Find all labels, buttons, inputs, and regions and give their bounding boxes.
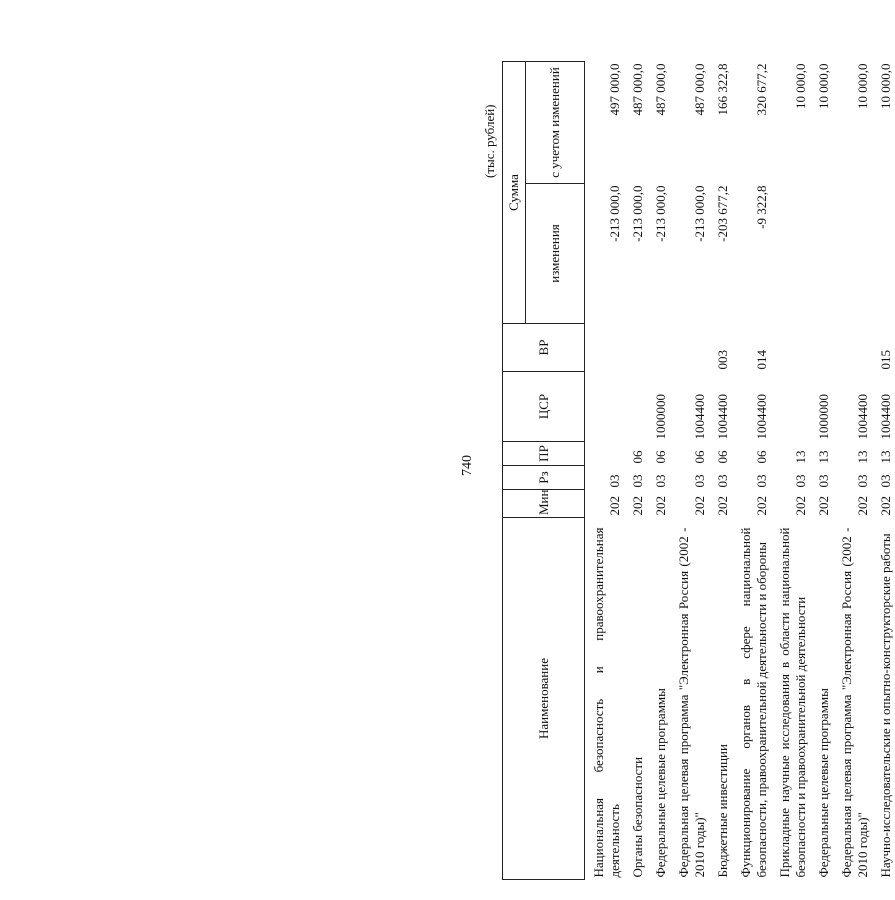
table-row: [872, 62, 895, 880]
row-min: 202: [855, 496, 870, 516]
row-vr: [647, 324, 670, 372]
row-name: Федеральная целевая программа "Электронная Россия (2002 - 2010 годы)": [676, 527, 707, 878]
row-change: -213 000,0: [630, 185, 645, 242]
row-name: Федеральные целевые программы: [816, 688, 831, 878]
row-total: 320 677,2: [754, 63, 769, 116]
row-change: -213 000,0: [607, 185, 622, 242]
row-rz: 03: [793, 474, 808, 488]
row-vr: 014: [754, 350, 769, 370]
row-csr: 1000000: [816, 394, 831, 440]
row-pr: 06: [692, 450, 707, 464]
row-name: Функционирование органов в сфере национальной безопасности, правоохранительной деятельности и обороны: [738, 527, 769, 878]
row-total: 487 000,0: [630, 63, 645, 116]
table-row: [670, 62, 709, 880]
row-change: [833, 184, 872, 324]
row-csr: 1004400: [754, 394, 769, 440]
row-name: Прикладные научные исследования в области национальной безопасности и правоохранительной деятельности: [777, 527, 808, 878]
row-rz: 03: [715, 474, 730, 488]
table-row: [732, 62, 771, 880]
row-min: 202: [816, 496, 831, 516]
row-total: 10 000,0: [816, 63, 831, 109]
row-min: 202: [878, 496, 893, 516]
header-with-changes: с учетом изменений: [526, 62, 585, 184]
header-rz: Рз: [503, 466, 585, 490]
header-sum: Сумма: [503, 62, 526, 324]
row-pr: 13: [855, 450, 870, 464]
row-pr: 13: [793, 450, 808, 464]
units-label: (тыс. рублей): [482, 104, 497, 178]
row-pr: 13: [816, 450, 831, 464]
row-change: [872, 184, 895, 324]
table-row: [624, 62, 647, 880]
row-csr: [585, 372, 625, 442]
table-row: [810, 62, 833, 880]
row-change: -213 000,0: [692, 185, 707, 242]
row-min: 202: [607, 496, 622, 516]
row-vr: [585, 324, 625, 372]
row-pr: 13: [878, 450, 893, 464]
row-csr: 1004400: [878, 394, 893, 440]
row-total: 487 000,0: [653, 63, 668, 116]
row-csr: [771, 372, 810, 442]
row-change: [771, 184, 810, 324]
row-name: Федеральные целевые программы: [653, 688, 668, 878]
row-rz: 03: [855, 474, 870, 488]
row-rz: 03: [692, 474, 707, 488]
row-change: [810, 184, 833, 324]
header-name: Наименование: [503, 518, 585, 880]
row-name: Органы безопасности: [630, 756, 645, 878]
table-row: [833, 62, 872, 880]
row-rz: 03: [754, 474, 769, 488]
header-vr: ВР: [503, 324, 585, 372]
row-name: Бюджетные инвестиции: [715, 744, 730, 878]
table-row: [709, 62, 732, 880]
row-min: 202: [630, 496, 645, 516]
header-csr: ЦСР: [503, 372, 585, 442]
row-vr: [624, 324, 647, 372]
row-change: -203 677,2: [715, 185, 730, 242]
header-pr: ПР: [503, 442, 585, 466]
row-total: 166 322,8: [715, 63, 730, 116]
row-min: 202: [754, 496, 769, 516]
table-body: [585, 62, 895, 880]
row-csr: 1004400: [692, 394, 707, 440]
row-rz: 03: [630, 474, 645, 488]
row-name: Национальная безопасность и правоохранительная деятельность: [591, 527, 622, 878]
row-change: -9 322,8: [754, 185, 769, 229]
header-min: Мин: [503, 490, 585, 518]
row-csr: 1004400: [855, 394, 870, 440]
row-rz: 03: [607, 474, 622, 488]
row-vr: 015: [878, 350, 893, 370]
row-min: 202: [653, 496, 668, 516]
row-total: 10 000,0: [878, 63, 893, 109]
row-total: 10 000,0: [793, 63, 808, 109]
row-min: 202: [793, 496, 808, 516]
table-row: [585, 62, 625, 880]
row-rz: 03: [816, 474, 831, 488]
row-vr: [810, 324, 833, 372]
row-csr: 1000000: [653, 394, 668, 440]
table-header: [503, 62, 585, 880]
row-vr: [670, 324, 709, 372]
page-number: 740: [460, 455, 475, 476]
header-change: изменения: [526, 184, 585, 324]
table-row: [647, 62, 670, 880]
row-csr: 1004400: [715, 394, 730, 440]
row-pr: [585, 442, 625, 466]
row-rz: 03: [653, 474, 668, 488]
row-total: 10 000,0: [855, 63, 870, 109]
row-total: 487 000,0: [692, 63, 707, 116]
row-change: -213 000,0: [653, 185, 668, 242]
row-vr: [771, 324, 810, 372]
row-pr: 06: [630, 450, 645, 464]
row-vr: [833, 324, 872, 372]
row-csr: [624, 372, 647, 442]
row-vr: 003: [715, 350, 730, 370]
row-pr: 06: [653, 450, 668, 464]
table-row: [771, 62, 810, 880]
budget-table: [502, 61, 895, 880]
row-name: Научно-исследовательские и опытно-конструкторские работы: [878, 533, 893, 878]
row-pr: 06: [715, 450, 730, 464]
row-pr: 06: [754, 450, 769, 464]
row-rz: 03: [878, 474, 893, 488]
rotated-sheet: [60, 40, 893, 880]
row-total: 497 000,0: [607, 63, 622, 116]
row-min: 202: [692, 496, 707, 516]
row-min: 202: [715, 496, 730, 516]
row-name: Федеральная целевая программа "Электронная Россия (2002 - 2010 годы)": [839, 527, 870, 878]
